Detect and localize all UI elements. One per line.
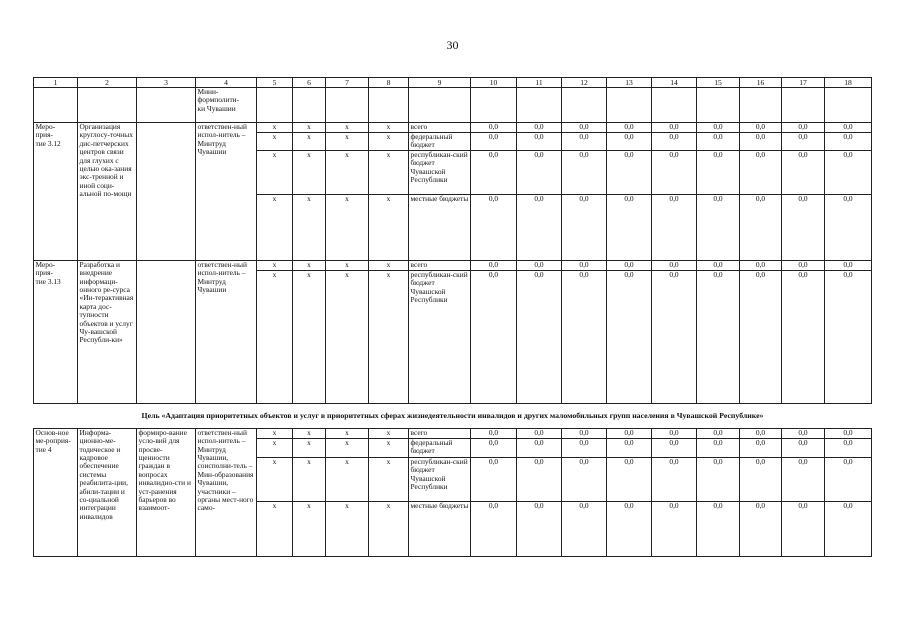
mark-cell: x [326, 133, 369, 151]
column-header: 12 [562, 78, 607, 88]
value-cell: 0,0 [517, 133, 562, 151]
value-cell: 0,0 [652, 194, 697, 260]
value-cell: 0,0 [652, 457, 697, 501]
funding-source: всего [409, 123, 471, 133]
value-cell: 0,0 [607, 260, 652, 270]
value-cell: 0,0 [607, 457, 652, 501]
responsible-cell: Мини- формполити- ки Чувашии [196, 88, 257, 123]
column-header: 9 [409, 78, 471, 88]
funding-source: местные бюджеты [409, 501, 471, 556]
empty-cell [607, 88, 652, 123]
column-header: 10 [471, 78, 517, 88]
value-cell: 0,0 [697, 260, 740, 270]
value-cell: 0,0 [562, 150, 607, 194]
mark-cell: x [326, 260, 369, 270]
value-cell: 0,0 [697, 501, 740, 556]
measure-name: Основ-ное ме-роприя-тие 4 [34, 428, 78, 556]
mark-cell: x [326, 428, 369, 438]
value-cell: 0,0 [471, 428, 517, 438]
value-cell: 0,0 [517, 428, 562, 438]
column-header: 14 [652, 78, 697, 88]
mark-cell: x [326, 457, 369, 501]
value-cell: 0,0 [697, 438, 740, 457]
value-cell: 0,0 [652, 501, 697, 556]
value-cell: 0,0 [652, 438, 697, 457]
goal-heading: Цель «Адаптация приоритетных объектов и услуг в приоритетных сферах жизнедеятельности инвалидов и других маломобильных групп населения в Чувашской Республике» [34, 403, 872, 428]
value-cell: 0,0 [471, 150, 517, 194]
value-cell: 0,0 [825, 438, 872, 457]
value-cell: 0,0 [607, 150, 652, 194]
value-cell: 0,0 [782, 428, 825, 438]
responsible-cell: ответствен-ный испол-нитель – Минтруд Чувашии [196, 123, 257, 261]
measure-name: Меро- прия- тие 3.12 [34, 123, 78, 261]
column-header: 18 [825, 78, 872, 88]
table-row [34, 260, 872, 270]
value-cell: 0,0 [697, 133, 740, 151]
empty-cell [782, 88, 825, 123]
empty-cell [369, 88, 409, 123]
value-cell: 0,0 [740, 260, 782, 270]
table-row [34, 123, 872, 133]
mark-cell: x [369, 194, 409, 260]
mark-cell: x [257, 133, 293, 151]
empty-cell [257, 88, 293, 123]
value-cell: 0,0 [562, 438, 607, 457]
value-cell: 0,0 [825, 194, 872, 260]
mark-cell: x [293, 150, 326, 194]
empty-cell [78, 88, 137, 123]
measure-name: Меро- прия- тие 3.13 [34, 260, 78, 403]
mark-cell: x [257, 123, 293, 133]
value-cell: 0,0 [652, 270, 697, 403]
mark-cell: x [293, 501, 326, 556]
value-cell: 0,0 [825, 123, 872, 133]
value-cell: 0,0 [607, 123, 652, 133]
value-cell: 0,0 [740, 428, 782, 438]
measure-title: Организация круглосу-точных дис-петчерских центров связи для глухих с целью ока-зания экс-тренной и иной соци-альной по-мощи [78, 123, 137, 261]
value-cell: 0,0 [740, 501, 782, 556]
value-cell: 0,0 [562, 428, 607, 438]
funding-source: республикан-ский бюджет Чувашской Республики [409, 457, 471, 501]
funding-source: местные бюджеты [409, 194, 471, 260]
funding-source: федеральный бюджет [409, 133, 471, 151]
value-cell: 0,0 [517, 123, 562, 133]
value-cell: 0,0 [562, 457, 607, 501]
value-cell: 0,0 [607, 270, 652, 403]
value-cell: 0,0 [471, 270, 517, 403]
funding-source: федеральный бюджет [409, 438, 471, 457]
value-cell: 0,0 [562, 501, 607, 556]
value-cell: 0,0 [517, 270, 562, 403]
column-header: 1 [34, 78, 78, 88]
empty-cell [740, 88, 782, 123]
mark-cell: x [257, 260, 293, 270]
mark-cell: x [293, 123, 326, 133]
mark-cell: x [369, 438, 409, 457]
column-header: 11 [517, 78, 562, 88]
value-cell: 0,0 [740, 194, 782, 260]
value-cell: 0,0 [825, 260, 872, 270]
column-header: 5 [257, 78, 293, 88]
value-cell: 0,0 [782, 260, 825, 270]
value-cell: 0,0 [517, 438, 562, 457]
value-cell: 0,0 [825, 457, 872, 501]
value-cell: 0,0 [471, 457, 517, 501]
mark-cell: x [293, 133, 326, 151]
empty-cell [697, 88, 740, 123]
goal-row [34, 403, 872, 428]
empty-cell [34, 88, 78, 123]
empty-cell [825, 88, 872, 123]
goal-cell: формиро-вание усло-вий для просве-щенности граждан в вопросах инвалидно-сти и уст-ранения барьеров во взаимоот- [137, 428, 196, 556]
value-cell: 0,0 [782, 150, 825, 194]
value-cell: 0,0 [517, 501, 562, 556]
empty-cell [652, 88, 697, 123]
value-cell: 0,0 [740, 123, 782, 133]
header-row [34, 78, 872, 88]
value-cell: 0,0 [607, 428, 652, 438]
column-header: 7 [326, 78, 369, 88]
value-cell: 0,0 [517, 194, 562, 260]
empty-cell [137, 123, 196, 261]
page-number: 30 [446, 38, 459, 52]
column-header: 2 [78, 78, 137, 88]
value-cell: 0,0 [697, 123, 740, 133]
value-cell: 0,0 [607, 501, 652, 556]
value-cell: 0,0 [825, 270, 872, 403]
value-cell: 0,0 [825, 428, 872, 438]
value-cell: 0,0 [517, 150, 562, 194]
responsible-cell: ответствен-ный испол-нитель – Минтруд Чувашии, соисполни-тель – Мин-образования Чувашии, участники – органы мест-ного само- [196, 428, 257, 556]
value-cell: 0,0 [471, 501, 517, 556]
value-cell: 0,0 [740, 270, 782, 403]
mark-cell: x [369, 133, 409, 151]
value-cell: 0,0 [607, 438, 652, 457]
value-cell: 0,0 [471, 123, 517, 133]
mark-cell: x [326, 194, 369, 260]
value-cell: 0,0 [740, 457, 782, 501]
value-cell: 0,0 [652, 123, 697, 133]
mark-cell: x [369, 270, 409, 403]
value-cell: 0,0 [562, 260, 607, 270]
empty-cell [409, 88, 471, 123]
mark-cell: x [293, 260, 326, 270]
empty-cell [326, 88, 369, 123]
mark-cell: x [293, 428, 326, 438]
mark-cell: x [326, 438, 369, 457]
column-header: 8 [369, 78, 409, 88]
funding-source: всего [409, 260, 471, 270]
value-cell: 0,0 [825, 133, 872, 151]
mark-cell: x [257, 270, 293, 403]
value-cell: 0,0 [697, 194, 740, 260]
value-cell: 0,0 [697, 150, 740, 194]
value-cell: 0,0 [652, 260, 697, 270]
mark-cell: x [257, 438, 293, 457]
value-cell: 0,0 [697, 270, 740, 403]
value-cell: 0,0 [471, 133, 517, 151]
value-cell: 0,0 [782, 457, 825, 501]
value-cell: 0,0 [740, 150, 782, 194]
column-header: 6 [293, 78, 326, 88]
mark-cell: x [369, 457, 409, 501]
mark-cell: x [293, 457, 326, 501]
value-cell: 0,0 [782, 123, 825, 133]
funding-source: республикан-ский бюджет Чувашской Республики [409, 150, 471, 194]
value-cell: 0,0 [782, 133, 825, 151]
value-cell: 0,0 [652, 428, 697, 438]
empty-cell [471, 88, 517, 123]
mark-cell: x [326, 501, 369, 556]
mark-cell: x [369, 260, 409, 270]
value-cell: 0,0 [517, 457, 562, 501]
value-cell: 0,0 [652, 133, 697, 151]
mark-cell: x [257, 501, 293, 556]
mark-cell: x [257, 194, 293, 260]
value-cell: 0,0 [652, 150, 697, 194]
mark-cell: x [369, 501, 409, 556]
value-cell: 0,0 [697, 457, 740, 501]
empty-cell [137, 88, 196, 123]
value-cell: 0,0 [607, 133, 652, 151]
mark-cell: x [293, 438, 326, 457]
empty-cell [517, 88, 562, 123]
value-cell: 0,0 [471, 260, 517, 270]
column-header: 3 [137, 78, 196, 88]
value-cell: 0,0 [697, 428, 740, 438]
mark-cell: x [293, 194, 326, 260]
column-header: 13 [607, 78, 652, 88]
continuation-row [34, 88, 872, 123]
value-cell: 0,0 [562, 194, 607, 260]
mark-cell: x [257, 428, 293, 438]
value-cell: 0,0 [825, 150, 872, 194]
column-header: 17 [782, 78, 825, 88]
value-cell: 0,0 [782, 270, 825, 403]
column-header: 4 [196, 78, 257, 88]
mark-cell: x [293, 270, 326, 403]
mark-cell: x [326, 123, 369, 133]
mark-cell: x [369, 428, 409, 438]
empty-cell [562, 88, 607, 123]
measure-title: Разработка и внедрение информаци-онного ре-сурса «Ин-терактивная карта дос-тупности объектов и услуг Чу-вашской Республи-ки» [78, 260, 137, 403]
value-cell: 0,0 [562, 123, 607, 133]
column-header: 16 [740, 78, 782, 88]
value-cell: 0,0 [517, 260, 562, 270]
value-cell: 0,0 [471, 194, 517, 260]
empty-cell [293, 88, 326, 123]
value-cell: 0,0 [740, 438, 782, 457]
mark-cell: x [257, 150, 293, 194]
value-cell: 0,0 [825, 501, 872, 556]
mark-cell: x [369, 150, 409, 194]
funding-source: всего [409, 428, 471, 438]
measure-title: Информа-ционно-ме-тодическое и кадровое обеспечение системы реабилита-ции, абили-тации и со-циальной интеграции инвалидов [78, 428, 137, 556]
responsible-cell: ответствен-ный испол-нитель – Минтруд Чувашии [196, 260, 257, 403]
value-cell: 0,0 [782, 501, 825, 556]
value-cell: 0,0 [562, 133, 607, 151]
mark-cell: x [369, 123, 409, 133]
value-cell: 0,0 [562, 270, 607, 403]
value-cell: 0,0 [740, 133, 782, 151]
value-cell: 0,0 [471, 438, 517, 457]
program-table [33, 77, 872, 557]
empty-cell [137, 260, 196, 403]
funding-source: республикан-ский бюджет Чувашской Республики [409, 270, 471, 403]
mark-cell: x [326, 270, 369, 403]
value-cell: 0,0 [782, 194, 825, 260]
column-header: 15 [697, 78, 740, 88]
table-row [34, 428, 872, 438]
mark-cell: x [326, 150, 369, 194]
mark-cell: x [257, 457, 293, 501]
value-cell: 0,0 [782, 438, 825, 457]
value-cell: 0,0 [607, 194, 652, 260]
